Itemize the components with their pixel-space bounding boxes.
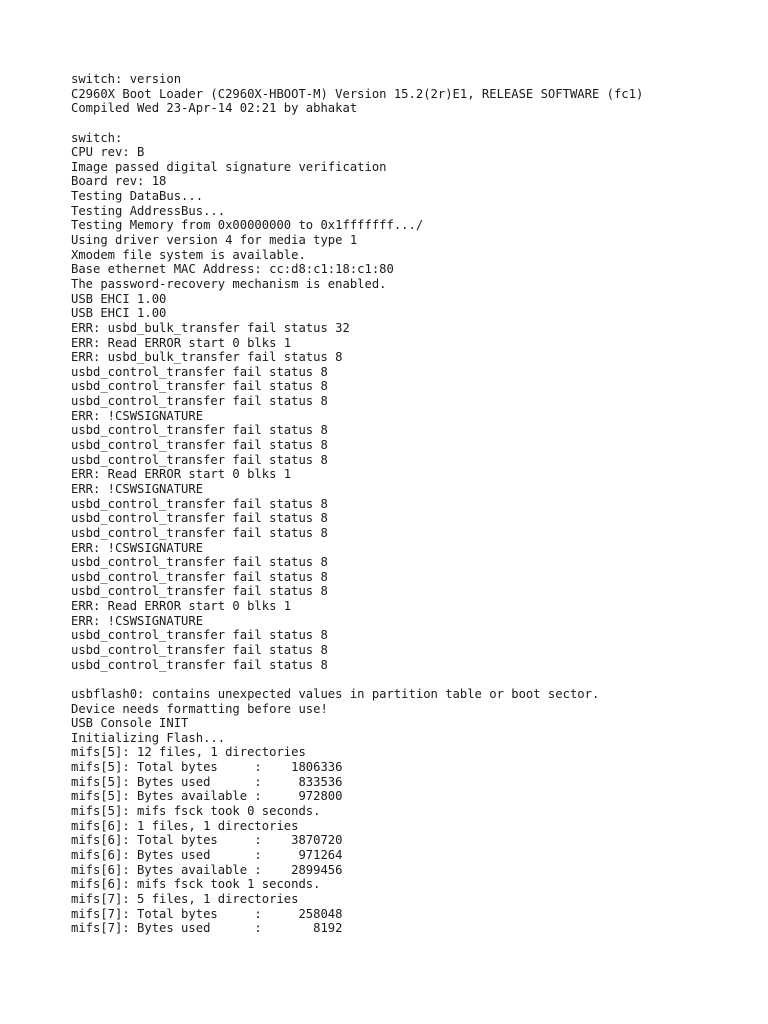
console-line: ERR: Read ERROR start 0 blks 1 [71,599,292,614]
console-line: mifs[5]: Bytes used : 833536 [71,774,343,789]
console-line: USB EHCI 1.00 [71,291,167,306]
console-line: Testing DataBus... [71,189,204,204]
console-line: mifs[5]: Bytes available : 972800 [71,789,343,804]
console-line: ERR: usbd_bulk_transfer fail status 32 [71,320,350,335]
console-line: Using driver version 4 for media type 1 [71,233,358,248]
console-line: USB Console INIT [71,716,189,731]
console-line: usbd_control_transfer fail status 8 [71,642,328,657]
console-line: usbd_control_transfer fail status 8 [71,438,328,453]
console-line: mifs[5]: 12 files, 1 directories [71,745,306,760]
console-line: The password-recovery mechanism is enabled. [71,276,387,291]
console-line: Testing AddressBus... [71,203,226,218]
console-line: CPU rev: B [71,145,145,160]
console-line: usbd_control_transfer fail status 8 [71,452,328,467]
console-line: usbd_control_transfer fail status 8 [71,364,328,379]
console-line: usbd_control_transfer fail status 8 [71,496,328,511]
console-line: mifs[7]: Total bytes : 258048 [71,906,343,921]
console-line: ERR: !CSWSIGNATURE [71,408,204,423]
console-line: usbflash0: contains unexpected values in partition table or boot sector. [71,686,600,701]
console-line: Base ethernet MAC Address: cc:d8:c1:18:c1:80 [71,262,394,277]
console-line: ERR: usbd_bulk_transfer fail status 8 [71,350,343,365]
console-line: ERR: Read ERROR start 0 blks 1 [71,467,292,482]
console-line: usbd_control_transfer fail status 8 [71,511,328,526]
console-line: Device needs formatting before use! [71,701,328,716]
console-line: mifs[6]: Total bytes : 3870720 [71,833,343,848]
console-line: mifs[5]: mifs fsck took 0 seconds. [71,804,321,819]
console-line: Initializing Flash... [71,730,226,745]
console-line [71,116,751,131]
console-line: USB EHCI 1.00 [71,306,167,321]
console-line: Xmodem file system is available. [71,247,306,262]
console-line: mifs[7]: Bytes used : 8192 [71,921,343,936]
console-line: Testing Memory from 0x00000000 to 0x1fffffff.../ [71,218,424,233]
console-line: usbd_control_transfer fail status 8 [71,525,328,540]
console-output [71,72,751,936]
console-line: usbd_control_transfer fail status 8 [71,423,328,438]
console-line: Image passed digital signature verification [71,159,387,174]
console-line: usbd_control_transfer fail status 8 [71,584,328,599]
console-line: usbd_control_transfer fail status 8 [71,628,328,643]
console-line: C2960X Boot Loader (C2960X-HBOOT-M) Version 15.2(2r)E1, RELEASE SOFTWARE (fc1) [71,86,644,101]
console-line: usbd_control_transfer fail status 8 [71,555,328,570]
console-line: Compiled Wed 23-Apr-14 02:21 by abhakat [71,101,358,116]
console-line: switch: version [71,72,182,86]
console-line: usbd_control_transfer fail status 8 [71,394,328,409]
console-line: usbd_control_transfer fail status 8 [71,379,328,394]
console-line: ERR: !CSWSIGNATURE [71,613,204,628]
console-line: usbd_control_transfer fail status 8 [71,657,328,672]
console-line: mifs[7]: 5 files, 1 directories [71,891,299,906]
console-line: mifs[6]: 1 files, 1 directories [71,818,299,833]
console-line: ERR: Read ERROR start 0 blks 1 [71,335,292,350]
console-line: usbd_control_transfer fail status 8 [71,569,328,584]
console-line: mifs[6]: mifs fsck took 1 seconds. [71,877,321,892]
console-line: mifs[6]: Bytes available : 2899456 [71,862,343,877]
console-line: mifs[6]: Bytes used : 971264 [71,847,343,862]
console-line: ERR: !CSWSIGNATURE [71,481,204,496]
console-line [71,672,751,687]
console-line: ERR: !CSWSIGNATURE [71,540,204,555]
console-line: switch: [71,130,123,145]
console-line: Board rev: 18 [71,174,167,189]
console-line: mifs[5]: Total bytes : 1806336 [71,760,343,775]
